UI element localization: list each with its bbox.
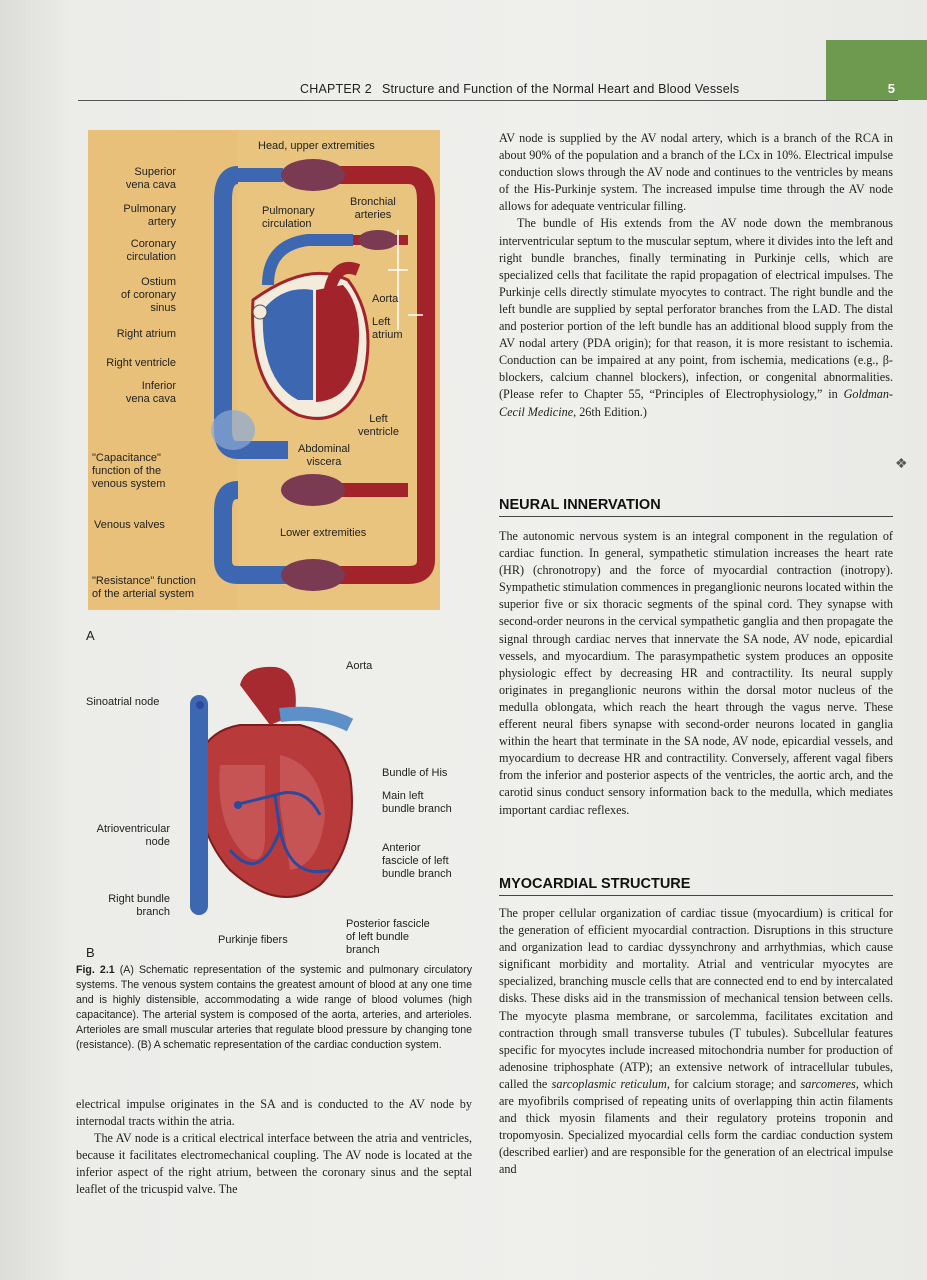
conduction-system-diagram bbox=[170, 655, 373, 925]
heading-neural-innervation: NEURAL INNERVATION bbox=[499, 497, 893, 517]
right-paragraph-3: The autonomic nervous system is an integral component in the regulation of cardiac function. In general, sympathetic stimulation increases the heart rate (HR) (chronotropy) and the force of myocardial contraction (inotropy). Sympathetic stimulation commences in preganglionic neurons located within the superior five or six thoracic segments of the spinal cord. They synapse with second-order neurons in the cervical sympathetic ganglia and then propagate the signal through cardiac nerves that innervate the SA node, AV node, epicardial vessels, and myocardium. The parasympathetic system produces an opposite physiologic effect by decreasing HR and contractility. Its neural supply originates in preganglionic neurons within the dorsal motor nucleus of the medulla oblongata, which reach the heart through the vagus nerve. These efferent neural fibers synapse with second-order neurons located in ganglia within the heart that terminate in the SA node, AV node, epicardial vessels, and myocardium to decrease HR and contractility. Conversely, afferent vagal fibers from the inferior and posterior aspects of the ventricles, the aortic arch, and the carotid sinus conduct sensory information back to the medulla, which mediates important cardiac reflexes. bbox=[499, 529, 893, 817]
left-column-text bbox=[76, 1096, 472, 1199]
label-left-atrium: Left atrium bbox=[372, 316, 403, 341]
header-rule bbox=[78, 100, 898, 101]
label-left-ventricle: Left ventricle bbox=[358, 413, 399, 438]
label-ostium-coronary-sinus: Ostium of coronary sinus bbox=[120, 276, 176, 314]
label-right-ventricle: Right ventricle bbox=[106, 357, 176, 369]
panel-label-a: A bbox=[86, 628, 95, 643]
right-column-neural bbox=[499, 528, 893, 819]
right-column-top bbox=[499, 130, 893, 421]
chapter-title: Structure and Function of the Normal Heart and Blood Vessels bbox=[381, 82, 740, 96]
label-inferior-vena-cava: Inferior vena cava bbox=[125, 380, 176, 405]
right-paragraph-2: The bundle of His extends from the AV node down the membranous interventricular septum to the muscular septum, where it divides into the left and right bundle branches, finally terminating in Purkinje cells, which are specialized cells that facilitate the rapid propagation of electrical impulses. The Purkinje cells directly stimulate myocytes to contract. The right bundle and the left bundle are supplied by septal perforator branches from the LAD. The distal and posterior portion of the left bundle has an additional blood supply from the AV nodal artery (PDA origin); for that reason, it is more resistant to ischemia. Conduction can be impaired at any point, from ischemia, medications (e.g., β-blockers, calcium channel blockers), infection, or congenital abnormalities. (Please refer to Chapter 55, “Principles of Electrophysiology,” in Goldman-Cecil Medicine, 26th Edition.) bbox=[499, 216, 893, 419]
label-abdominal-viscera: Abdominal viscera bbox=[298, 443, 350, 468]
label-main-left-bundle: Main left bundle branch bbox=[382, 790, 452, 815]
label-right-atrium: Right atrium bbox=[116, 328, 176, 340]
label-pulmonary-artery: Pulmonary artery bbox=[123, 203, 176, 228]
chapter-number: CHAPTER 2 bbox=[300, 82, 372, 96]
vena-cava bbox=[190, 695, 208, 915]
running-header bbox=[300, 82, 739, 96]
caption-label: Fig. 2.1 bbox=[76, 964, 115, 976]
label-bundle-of-his: Bundle of His bbox=[382, 767, 448, 779]
page-number: 5 bbox=[887, 81, 895, 96]
section-end-mark: ❖ bbox=[895, 457, 908, 472]
label-av-node: Atrioventricular node bbox=[96, 823, 170, 848]
label-bronchial-arteries: Bronchial arteries bbox=[350, 196, 396, 221]
panel-label-b: B bbox=[86, 945, 95, 960]
label-superior-vena-cava: Superior vena cava bbox=[125, 166, 176, 191]
label-venous-valves: Venous valves bbox=[94, 519, 165, 531]
label-purkinje-fibers: Purkinje fibers bbox=[218, 934, 288, 946]
label-lower-extremities: Lower extremities bbox=[280, 527, 367, 539]
figure-caption bbox=[76, 963, 472, 1052]
left-paragraph-1: electrical impulse originates in the SA and is conducted to the AV node by internodal tracts within the atria. bbox=[76, 1097, 472, 1129]
right-paragraph-1: AV node is supplied by the AV nodal artery, which is a branch of the RCA in about 90% of the population and a branch of the LCx in 10%. Electrical impulse conduction slows through the AV node and continues to the ventricles by means of the His-Purkinje system. The increased impulse time through the AV node allows for adequate ventricular filling. bbox=[499, 131, 893, 214]
page-number-tab bbox=[826, 40, 927, 100]
right-paragraph-4: The proper cellular organization of cardiac tissue (myocardium) is critical for the generation of efficient myocardial contraction. Disruptions in this structure and organization lead to cardiac dyssynchrony and arrhythmias, which cause significant morbidity and mortality. Atrial and ventricular myocytes are specialized, branching muscle cells that are connected end to end by intercalated disks. These disks aid in the transmission of mechanical tension between cells. The myocyte plasma membrane, or sarcolemma, facilitates excitation and contraction through small transverse tubules (T tubules). Subcellular features specific for myocytes include increased mitochondria number for production of adenosine triphosphate (ATP); an extensive network of intracellular tubules, called the sarcoplasmic reticulum, for calcium storage; and sarcomeres, which are myofibrils comprised of repeating units of overlapping thin actin filaments and thick myosin filaments and their regulatory proteins troponin and tropomyosin. Specialized myocardial cells form the cardiac conduction system (described earlier) and are responsible for the generation of an electrical impulse and bbox=[499, 906, 893, 1177]
right-column-myocardial bbox=[499, 905, 893, 1179]
label-head-upper-extremities: Head, upper extremities bbox=[258, 140, 375, 152]
label-pulmonary-circulation: Pulmonary circulation bbox=[262, 205, 315, 230]
label-coronary-circulation: Coronary circulation bbox=[126, 238, 176, 263]
label-aorta-b: Aorta bbox=[346, 660, 373, 672]
label-right-bundle-branch: Right bundle branch bbox=[108, 893, 170, 918]
left-paragraph-2: The AV node is a critical electrical interface between the atria and ventricles, because it facilitates electromechanical coupling. The AV node is located at the inferior aspect of the right atrium, between the coronary sinus and the septal leaflet of the tricuspid valve. The bbox=[76, 1131, 472, 1197]
label-posterior-fascicle: Posterior fascicle of left bundle branch bbox=[346, 918, 430, 956]
label-resistance: "Resistance" function of the arterial system bbox=[92, 575, 196, 600]
label-aorta-a: Aorta bbox=[372, 293, 399, 305]
label-capacitance: "Capacitance" function of the venous system bbox=[92, 452, 166, 490]
caption-text: (A) Schematic representation of the systemic and pulmonary circulatory systems. The venous system contains the greatest amount of blood at any one time and is highly distensible, accommodating a wide range of blood volumes (high capacitance). The arterial system is composed of the aorta, arteries, and arterioles. Arterioles are small muscular arteries that regulate blood pressure by changing tone (resistance). (B) A schematic representation of the cardiac conduction system. bbox=[76, 964, 472, 1051]
label-anterior-fascicle: Anterior fascicle of left bundle branch bbox=[382, 842, 452, 880]
heading-myocardial-structure: MYOCARDIAL STRUCTURE bbox=[499, 876, 893, 896]
label-sinoatrial-node: Sinoatrial node bbox=[86, 696, 160, 708]
